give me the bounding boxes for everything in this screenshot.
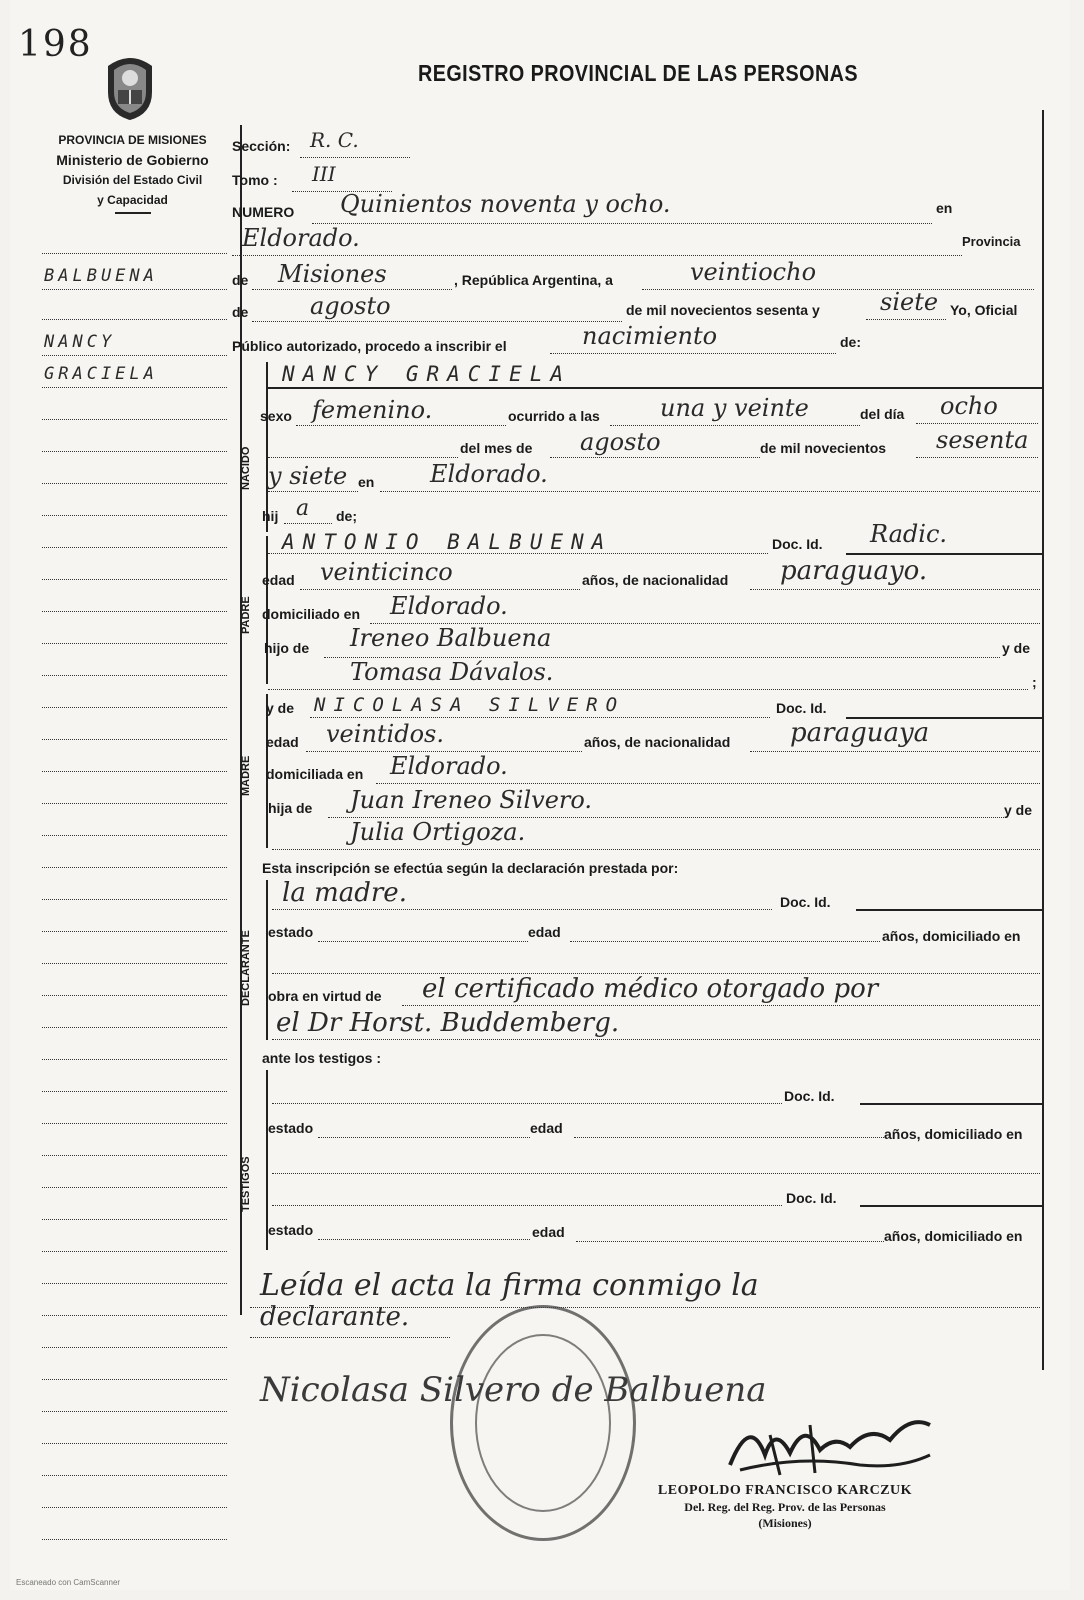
republica-label: , República Argentina, a bbox=[454, 272, 613, 288]
dia-value: ocho bbox=[940, 392, 998, 420]
margin-line bbox=[42, 1474, 227, 1476]
testigo2-anos-label: años, domiciliado en bbox=[884, 1228, 1023, 1244]
provincia-label: Provincia bbox=[962, 234, 1021, 249]
margin-line bbox=[42, 1218, 227, 1220]
margin-line bbox=[42, 482, 227, 484]
margin-line bbox=[42, 738, 227, 740]
testigo2-doc-label: Doc. Id. bbox=[786, 1190, 837, 1206]
margin-line bbox=[42, 386, 227, 388]
padre-edad-line bbox=[300, 588, 580, 590]
lugar-line bbox=[232, 254, 962, 256]
declarante-doc-label: Doc. Id. bbox=[780, 894, 831, 910]
anio-nac1-value: sesenta bbox=[936, 426, 1029, 454]
yo-oficial-label: Yo, Oficial bbox=[950, 302, 1018, 318]
division-line: División del Estado Civil bbox=[62, 173, 203, 187]
testigo1-line bbox=[272, 1102, 782, 1104]
padre-edad-label: edad bbox=[262, 572, 295, 588]
padre-hijo-label: hijo de bbox=[264, 640, 310, 656]
document-title: REGISTRO PROVINCIAL DE LAS PERSONAS bbox=[417, 60, 858, 86]
semicolon-label: ; bbox=[1032, 674, 1037, 690]
madre-edad-label: edad bbox=[266, 734, 299, 750]
padre-nombre: ANTONIO BALBUENA bbox=[282, 530, 613, 554]
seccion-line bbox=[300, 156, 410, 158]
declarante-doc-line bbox=[856, 908, 1042, 911]
margin-line bbox=[42, 1026, 227, 1028]
de-label: de bbox=[232, 272, 249, 288]
padre-dom-value: Eldorado. bbox=[390, 592, 508, 620]
acto-line bbox=[550, 352, 836, 354]
margin-line bbox=[42, 770, 227, 772]
hij-line bbox=[284, 522, 332, 524]
madre-hija-label: hija de bbox=[268, 800, 313, 816]
de-mes-label: de bbox=[232, 304, 249, 320]
margin-line bbox=[42, 1154, 227, 1156]
margin-line bbox=[42, 578, 227, 580]
margin-line bbox=[42, 1058, 227, 1060]
margin-line bbox=[42, 514, 227, 516]
madre-madre-line bbox=[272, 848, 1040, 850]
anio-line bbox=[866, 318, 946, 320]
de-colon-label: de: bbox=[840, 334, 861, 350]
margin-line bbox=[42, 1250, 227, 1252]
declarante-value: la madre. bbox=[282, 878, 407, 908]
margin-line bbox=[42, 450, 227, 452]
padre-madre-line bbox=[268, 688, 1028, 690]
provincia-value: Misiones bbox=[278, 260, 387, 288]
testigos-label: ante los testigos : bbox=[262, 1050, 382, 1066]
margin-line bbox=[42, 994, 227, 996]
del-mes-label: del mes de bbox=[460, 440, 533, 456]
testigo2-estado-label: estado bbox=[268, 1222, 314, 1238]
blank-line bbox=[268, 456, 458, 458]
capacity-line: y Capacidad bbox=[97, 193, 168, 207]
anio-nac2-value: y siete bbox=[268, 462, 348, 490]
official-role: Del. Reg. del Reg. Prov. de las Personas bbox=[684, 1500, 886, 1514]
declarante-edad-label: edad bbox=[528, 924, 561, 940]
official-place: (Misiones) bbox=[758, 1516, 812, 1530]
mother-signature: Nicolasa Silvero de Balbuena bbox=[260, 1370, 767, 1410]
padre-nombre-line bbox=[268, 552, 768, 554]
official-seal-stamp bbox=[450, 1305, 636, 1541]
mes-nac-value: agosto bbox=[580, 428, 661, 456]
sexo-value: femenino. bbox=[312, 396, 433, 424]
padre-dom-label: domiciliado en bbox=[262, 606, 361, 622]
testigo2-edad-label: edad bbox=[532, 1224, 565, 1240]
lugar-nac-line bbox=[380, 490, 1040, 492]
margin-line bbox=[42, 802, 227, 804]
right-border bbox=[1042, 110, 1044, 1370]
madre-edad-value: veintidos. bbox=[326, 720, 444, 748]
margin-line bbox=[42, 1314, 227, 1316]
margin-line bbox=[42, 1122, 227, 1124]
testigo1-doc-label: Doc. Id. bbox=[784, 1088, 835, 1104]
margin-line bbox=[42, 252, 227, 254]
margin-line bbox=[42, 354, 227, 356]
mes-value: agosto bbox=[310, 292, 391, 320]
madre-nac-line bbox=[750, 750, 1040, 752]
margin-line bbox=[42, 1186, 227, 1188]
margin-line bbox=[42, 1346, 227, 1348]
madre-anos-label: años, de nacionalidad bbox=[584, 734, 731, 750]
padre-edad-value: veinticinco bbox=[320, 558, 453, 586]
mil-nov-label: de mil novecientos bbox=[760, 440, 887, 456]
lugar-value: Eldorado. bbox=[242, 224, 360, 252]
padre-madre-value: Tomasa Dávalos. bbox=[350, 658, 554, 686]
official-signature-icon bbox=[710, 1395, 940, 1485]
madre-dom-label: domiciliada en bbox=[266, 766, 364, 782]
padre-doc-line bbox=[846, 552, 1042, 555]
margin-line bbox=[42, 610, 227, 612]
closing-text-1: Leída el acta la firma conmigo la bbox=[260, 1268, 759, 1303]
margin-line bbox=[42, 1442, 227, 1444]
seccion-label: Sección: bbox=[232, 138, 291, 154]
testigo1-anos-label: años, domiciliado en bbox=[884, 1126, 1023, 1142]
document-page: 198 REGISTRO PROVINCIAL DE LAS PERSONAS PROVINCIA DE MISIONES Ministerio de Gobierno División del Estado Civil y Capacidad BALBUENA NANCY GRACIELA Sección: R. C. Tomo : III NUMERO Quinientos noventa y ocho. en Eldorado. Provincia de Misiones , República Argentina, a veintiocho de agosto de mil novecientos sesenta y siete Yo, Oficial Público autorizado, procedo a inscribir el nacimiento de: NACIDO NANCY GRACIELA sexo femenino. ocurrido a las una y veinte del día ocho del mes de agosto de mil novecientos sesenta y siete en Eldorado. hij a de; PADRE ANTONIO BALBUENA Doc. Id. Radic. edad veinticinco años, de nacionalidad paraguayo. domiciliado en Eldorado. hijo de Ireneo Balbuena y de Tomasa Dávalos. ; MADRE y de NICOLASA SILVERO Doc. Id. edad veintidos. años, de nacionalidad paraguaya domiciliada en Eldorado. hija de Juan Ireneo Silvero. y de Julia Ortigoza. Esta inscripción se efectúa según la declaración prestada por: DECLARANTE la madre. Doc. Id. estado edad años, domiciliado en obra en virtud de el certificado médico otorgado por el Dr Horst. Buddemberg. ante los testigos : TESTIGOS Doc. Id. estado edad años, domiciliado en Doc. Id. estado edad años, domiciliado en Leída el acta la firma conmigo la declarante. Nicolasa Silvero de Balbuena LEOPOLDO FRANCISCO KARCZUK Del. Reg. del Reg. Prov. de las Personas (Misiones) Escaneado con CamScanner bbox=[10, 0, 1070, 1590]
mes-nac-line bbox=[550, 456, 760, 458]
del-dia-label: del día bbox=[860, 406, 905, 422]
madre-yde2-label: y de bbox=[1004, 802, 1033, 818]
testigo2-doc-line bbox=[860, 1204, 1042, 1207]
margin-line bbox=[42, 546, 227, 548]
anio-nac2-line bbox=[268, 490, 358, 492]
margin-line bbox=[42, 1282, 227, 1284]
margin-line bbox=[42, 706, 227, 708]
margin-line bbox=[42, 1090, 227, 1092]
madre-madre-value: Julia Ortigoza. bbox=[350, 818, 526, 846]
ministry-line: Ministerio de Gobierno bbox=[56, 152, 209, 168]
padre-yde-label: y de bbox=[1002, 640, 1031, 656]
margin-line bbox=[42, 898, 227, 900]
testigo1-doc-line bbox=[860, 1102, 1042, 1105]
madre-padre-value: Juan Ireneo Silvero. bbox=[350, 786, 593, 814]
ministry-header bbox=[30, 130, 235, 214]
en-label: en bbox=[936, 200, 953, 216]
padre-doc-label: Doc. Id. bbox=[772, 536, 823, 552]
declarante-bracket bbox=[266, 880, 276, 1040]
scanner-footer: Escaneado con CamScanner bbox=[16, 1578, 121, 1587]
margin-line bbox=[42, 318, 227, 320]
margin-line bbox=[42, 674, 227, 676]
declarante-edad-line bbox=[570, 940, 880, 942]
seccion-value: R. C. bbox=[310, 128, 359, 152]
numero-label: NUMERO bbox=[232, 204, 295, 220]
mes-line bbox=[252, 320, 622, 322]
anio-nac1-line bbox=[916, 456, 1038, 458]
testigo1-edad-line bbox=[574, 1136, 884, 1138]
testigo1-estado-line bbox=[318, 1136, 530, 1138]
en-nac-label: en bbox=[358, 474, 375, 490]
closing-line-2 bbox=[250, 1336, 450, 1338]
tomo-value: III bbox=[312, 162, 336, 186]
madre-dom-line bbox=[376, 782, 1040, 784]
padre-doc-value: Radic. bbox=[870, 520, 948, 548]
dia-letras-value: veintiocho bbox=[690, 258, 817, 286]
obra-line-2 bbox=[272, 1038, 1040, 1040]
testigo1-dom-line bbox=[272, 1172, 1040, 1174]
declarante-line bbox=[272, 908, 772, 910]
madre-nac-value: paraguaya bbox=[790, 718, 930, 748]
padre-nac-line bbox=[750, 588, 1040, 590]
obra-label: obra en virtud de bbox=[268, 988, 382, 1004]
margin-first-name: NANCY bbox=[44, 332, 116, 352]
numero-line bbox=[312, 222, 932, 224]
sexo-line bbox=[296, 424, 506, 426]
page-number: 198 bbox=[18, 24, 93, 65]
testigo1-edad-label: edad bbox=[530, 1120, 563, 1136]
obra-line-1 bbox=[402, 1004, 1040, 1006]
testigo2-estado-line bbox=[318, 1238, 530, 1240]
nacido-nombre: NANCY GRACIELA bbox=[282, 362, 572, 386]
nombre-line bbox=[268, 386, 1042, 389]
testigo2-line bbox=[272, 1204, 782, 1206]
testigo1-estado-label: estado bbox=[268, 1120, 314, 1136]
margin-line bbox=[42, 866, 227, 868]
official-block bbox=[650, 1483, 920, 1531]
madre-yde-label: y de bbox=[266, 700, 295, 716]
numero-value: Quinientos noventa y ocho. bbox=[340, 190, 671, 218]
lugar-nac-value: Eldorado. bbox=[430, 460, 548, 488]
margin-line bbox=[42, 1506, 227, 1508]
margin-line bbox=[42, 418, 227, 420]
margin-line bbox=[42, 930, 227, 932]
margin-second-name: GRACIELA bbox=[44, 364, 158, 384]
closing-text-2: declarante. bbox=[260, 1302, 410, 1332]
padre-padre-value: Ireneo Balbuena bbox=[350, 624, 552, 652]
province-line: PROVINCIA DE MISIONES bbox=[58, 133, 207, 147]
madre-doc-label: Doc. Id. bbox=[776, 700, 827, 716]
tomo-label: Tomo : bbox=[232, 172, 278, 188]
margin-line bbox=[42, 288, 227, 290]
declarante-anos-label: años, domiciliado en bbox=[882, 928, 1021, 944]
padre-anos-label: años, de nacionalidad bbox=[582, 572, 729, 588]
publico-label: Público autorizado, procedo a inscribir el bbox=[232, 338, 507, 354]
header-divider bbox=[115, 212, 151, 214]
margin-line bbox=[42, 1538, 227, 1540]
hora-value: una y veinte bbox=[660, 394, 809, 422]
margin-line bbox=[42, 1378, 227, 1380]
madre-dom-value: Eldorado. bbox=[390, 752, 508, 780]
anio-value: siete bbox=[880, 288, 939, 316]
provincia-line bbox=[252, 288, 452, 290]
hij-label: hij bbox=[262, 508, 279, 524]
obra-value-2: el Dr Horst. Buddemberg. bbox=[276, 1008, 620, 1038]
margin-surname: BALBUENA bbox=[44, 266, 158, 286]
margin-line bbox=[42, 1410, 227, 1412]
dia-letras-line bbox=[642, 288, 1034, 290]
de-semi-label: de; bbox=[336, 508, 357, 524]
padre-nac-value: paraguayo. bbox=[780, 556, 928, 586]
testigo2-edad-line bbox=[576, 1240, 884, 1242]
margin-line bbox=[42, 962, 227, 964]
declarante-estado-label: estado bbox=[268, 924, 314, 940]
sexo-label: sexo bbox=[260, 408, 292, 424]
margin-line bbox=[42, 642, 227, 644]
madre-nombre-line bbox=[310, 716, 770, 718]
margin-line bbox=[42, 834, 227, 836]
madre-nombre: NICOLASA SILVERO bbox=[314, 694, 626, 716]
obra-value-1: el certificado médico otorgado por bbox=[422, 974, 879, 1004]
mil-sesenta-label: de mil novecientos sesenta y bbox=[626, 302, 820, 318]
official-name: LEOPOLDO FRANCISCO KARCZUK bbox=[657, 1483, 913, 1498]
acto-value: nacimiento bbox=[582, 322, 718, 350]
declarante-estado-line bbox=[318, 940, 528, 942]
hora-line bbox=[610, 424, 860, 426]
dia-line bbox=[916, 422, 1038, 424]
ocurrido-label: ocurrido a las bbox=[508, 408, 600, 424]
hij-suffix: a bbox=[296, 496, 310, 521]
inscripcion-label: Esta inscripción se efectúa según la declaración prestada por: bbox=[262, 860, 679, 876]
